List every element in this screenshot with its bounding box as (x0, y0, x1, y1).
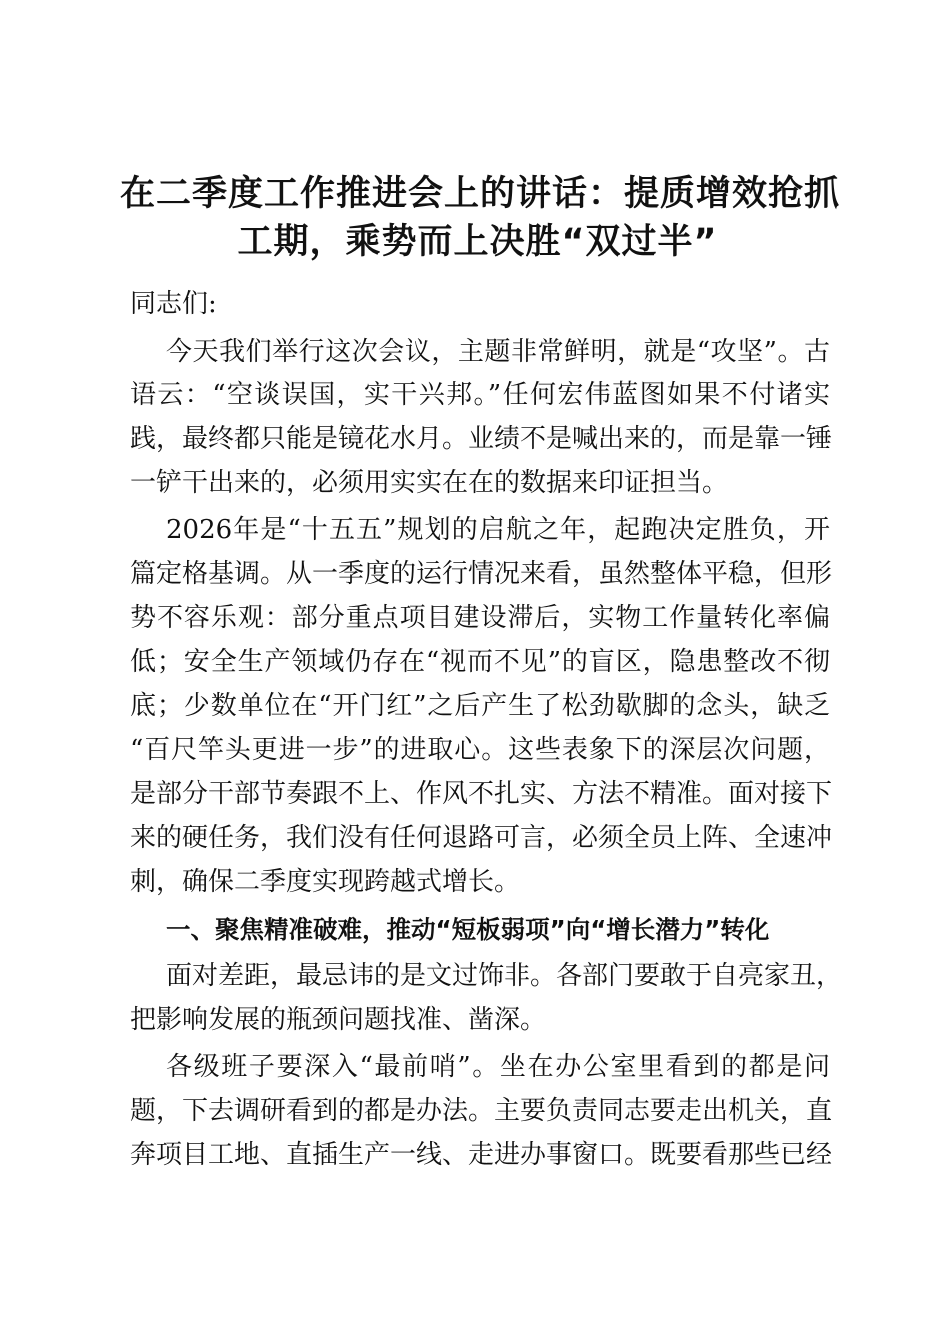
paragraph-line: “百尺竿头更进一步”的进取心。这些表象下的深层次问题， (130, 735, 830, 765)
paragraph-line: 2026年是“十五五”规划的启航之年，起跑决定胜负，开 (166, 515, 830, 545)
paragraph-line: 来的硬任务，我们没有任何退路可言，必须全员上阵、全速冲 (130, 823, 833, 853)
paragraph-line: 今天我们举行这次会议，主题非常鲜明，就是“攻坚”。古 (166, 337, 830, 367)
paragraph-line: 把影响发展的瓶颈问题找准、凿深。 (130, 1005, 547, 1035)
paragraph-line: 践，最终都只能是镜花水月。业绩不是喊出来的，而是靠一锤 (130, 424, 833, 454)
paragraph-line: 语云：“空谈误国，实干兴邦。”任何宏伟蓝图如果不付诸实 (130, 380, 830, 410)
document-title-line-2: 工期，乘势而上决胜“双过半” (237, 222, 718, 262)
paragraph-line: 低；安全生产领域仍存在“视而不见”的盲区，隐患整改不彻 (130, 647, 830, 677)
paragraph-line: 各级班子要深入“最前哨”。坐在办公室里看到的都是问 (166, 1052, 830, 1082)
paragraph-line: 题，下去调研看到的都是办法。主要负责同志要走出机关，直 (130, 1096, 833, 1126)
paragraph-line: 篇定格基调。从一季度的运行情况来看，虽然整体平稳，但形 (130, 559, 833, 589)
paragraph-line: 是部分干部节奏跟不上、作风不扎实、方法不精准。面对接下 (130, 779, 833, 809)
salutation: 同志们: (130, 289, 217, 319)
paragraph-line: 面对差距，最忌讳的是文过饰非。各部门要敢于自亮家丑， (166, 961, 843, 991)
paragraph-line: 奔项目工地、直插生产一线、走进办事窗口。既要看那些已经 (130, 1140, 833, 1170)
paragraph-line: 刺，确保二季度实现跨越式增长。 (130, 867, 521, 897)
paragraph-line: 一铲干出来的，必须用实实在在的数据来印证担当。 (130, 468, 729, 498)
section-heading-1: 一、聚焦精准破难，推动“短板弱项”向“增长潜力”转化 (166, 915, 770, 944)
paragraph-line: 底；少数单位在“开门红”之后产生了松劲歇脚的念头，缺乏 (130, 691, 830, 721)
paragraph-line: 势不容乐观：部分重点项目建设滞后，实物工作量转化率偏 (130, 603, 830, 633)
document-title-line-1: 在二季度工作推进会上的讲话：提质增效抢抓 (120, 174, 841, 214)
